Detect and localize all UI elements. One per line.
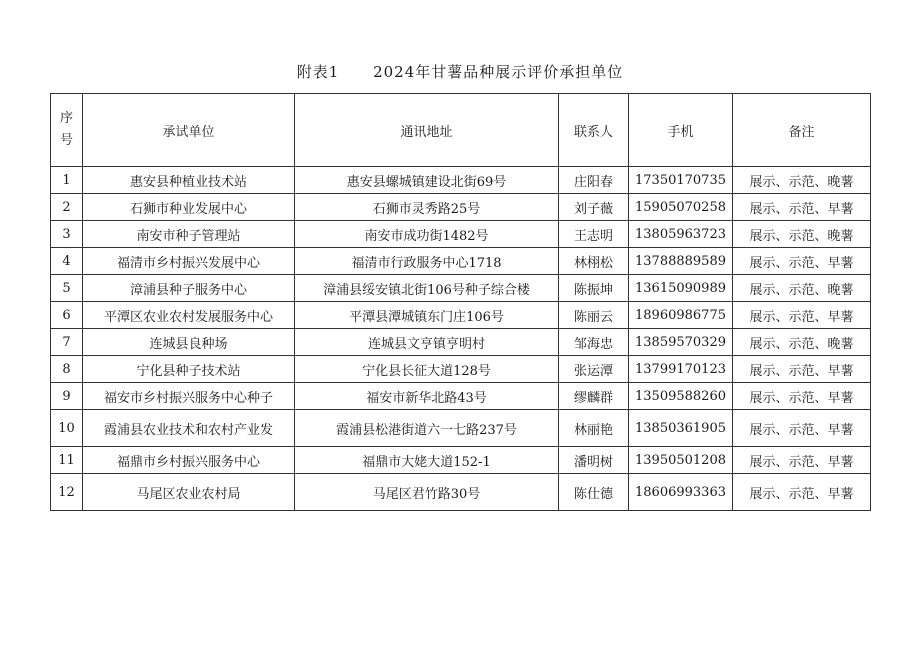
cell-phone: 13859570329 (629, 329, 733, 356)
cell-contact: 陈仕德 (559, 474, 629, 511)
cell-seq: 12 (51, 474, 83, 511)
cell-note: 展示、示范、晚薯 (733, 221, 871, 248)
cell-address: 霞浦县松港街道六一七路237号 (295, 410, 559, 447)
cell-address: 福安市新华北路43号 (295, 383, 559, 410)
table-row (51, 410, 871, 447)
header-note: 备注 (733, 94, 871, 167)
cell-unit: 福清市乡村振兴发展中心 (83, 248, 295, 275)
cell-unit: 福安市乡村振兴服务中心种子 (83, 383, 295, 410)
header-address: 通讯地址 (295, 94, 559, 167)
cell-unit: 马尾区农业农村局 (83, 474, 295, 511)
cell-unit: 霞浦县农业技术和农村产业发 (83, 410, 295, 447)
table-row (51, 248, 871, 275)
cell-note: 展示、示范、早薯 (733, 474, 871, 511)
cell-note: 展示、示范、晚薯 (733, 167, 871, 194)
cell-contact: 缪麟群 (559, 383, 629, 410)
cell-phone: 13615090989 (629, 275, 733, 302)
table-row (51, 356, 871, 383)
cell-seq: 11 (51, 447, 83, 474)
table-header-row (51, 94, 871, 167)
cell-phone: 13799170123 (629, 356, 733, 383)
cell-phone: 18606993363 (629, 474, 733, 511)
cell-address: 惠安县螺城镇建设北街69号 (295, 167, 559, 194)
table-row (51, 383, 871, 410)
cell-note: 展示、示范、早薯 (733, 356, 871, 383)
cell-contact: 庄阳春 (559, 167, 629, 194)
cell-phone: 13850361905 (629, 410, 733, 447)
table-row (51, 329, 871, 356)
cell-phone: 17350170735 (629, 167, 733, 194)
cell-seq: 2 (51, 194, 83, 221)
cell-phone: 13509588260 (629, 383, 733, 410)
cell-address: 福清市行政服务中心1718 (295, 248, 559, 275)
cell-unit: 石狮市种业发展中心 (83, 194, 295, 221)
cell-unit: 漳浦县种子服务中心 (83, 275, 295, 302)
cell-address: 漳浦县绥安镇北街106号种子综合楼 (295, 275, 559, 302)
header-unit: 承试单位 (83, 94, 295, 167)
header-contact: 联系人 (559, 94, 629, 167)
cell-contact: 张运潭 (559, 356, 629, 383)
cell-seq: 7 (51, 329, 83, 356)
cell-phone: 13805963723 (629, 221, 733, 248)
cell-phone: 18960986775 (629, 302, 733, 329)
cell-contact: 王志明 (559, 221, 629, 248)
header-seq (51, 94, 83, 167)
table-row (51, 275, 871, 302)
header-seq-line2: 号 (59, 133, 73, 148)
header-seq-line1: 序 (59, 111, 73, 126)
cell-contact: 刘子薇 (559, 194, 629, 221)
appendix-label: 附表1 (296, 63, 340, 81)
cell-seq: 6 (51, 302, 83, 329)
cell-contact: 潘明树 (559, 447, 629, 474)
cell-contact: 邹海忠 (559, 329, 629, 356)
cell-address: 石狮市灵秀路25号 (295, 194, 559, 221)
cell-note: 展示、示范、早薯 (733, 248, 871, 275)
cell-note: 展示、示范、晚薯 (733, 275, 871, 302)
cell-note: 展示、示范、早薯 (733, 302, 871, 329)
table-row (51, 167, 871, 194)
cell-seq: 1 (51, 167, 83, 194)
table-row (51, 447, 871, 474)
cell-phone: 13950501208 (629, 447, 733, 474)
cell-address: 平潭县潭城镇东门庄106号 (295, 302, 559, 329)
cell-phone: 13788889589 (629, 248, 733, 275)
table-row (51, 474, 871, 511)
title-text: 2024年甘薯品种展示评价承担单位 (373, 63, 624, 81)
cell-address: 南安市成功街1482号 (295, 221, 559, 248)
cell-phone: 15905070258 (629, 194, 733, 221)
cell-unit: 连城县良种场 (83, 329, 295, 356)
cell-unit: 惠安县种植业技术站 (83, 167, 295, 194)
table-row (51, 302, 871, 329)
cell-unit: 南安市种子管理站 (83, 221, 295, 248)
cell-address: 马尾区君竹路30号 (295, 474, 559, 511)
cell-seq: 3 (51, 221, 83, 248)
cell-seq: 4 (51, 248, 83, 275)
cell-note: 展示、示范、早薯 (733, 194, 871, 221)
document-title (0, 62, 920, 82)
cell-contact: 林丽艳 (559, 410, 629, 447)
cell-contact: 陈振坤 (559, 275, 629, 302)
cell-note: 展示、示范、早薯 (733, 447, 871, 474)
cell-unit: 平潭区农业农村发展服务中心 (83, 302, 295, 329)
cell-seq: 10 (51, 410, 83, 447)
cell-unit: 福鼎市乡村振兴服务中心 (83, 447, 295, 474)
cell-contact: 林栩松 (559, 248, 629, 275)
cell-address: 连城县文亨镇亨明村 (295, 329, 559, 356)
table-row (51, 221, 871, 248)
cell-address: 宁化县长征大道128号 (295, 356, 559, 383)
cell-address: 福鼎市大姥大道152-1 (295, 447, 559, 474)
units-table (50, 93, 871, 511)
cell-note: 展示、示范、早薯 (733, 410, 871, 447)
cell-note: 展示、示范、早薯 (733, 383, 871, 410)
cell-contact: 陈丽云 (559, 302, 629, 329)
cell-note: 展示、示范、晚薯 (733, 329, 871, 356)
cell-unit: 宁化县种子技术站 (83, 356, 295, 383)
table-row (51, 194, 871, 221)
cell-seq: 9 (51, 383, 83, 410)
cell-seq: 5 (51, 275, 83, 302)
header-phone: 手机 (629, 94, 733, 167)
cell-seq: 8 (51, 356, 83, 383)
